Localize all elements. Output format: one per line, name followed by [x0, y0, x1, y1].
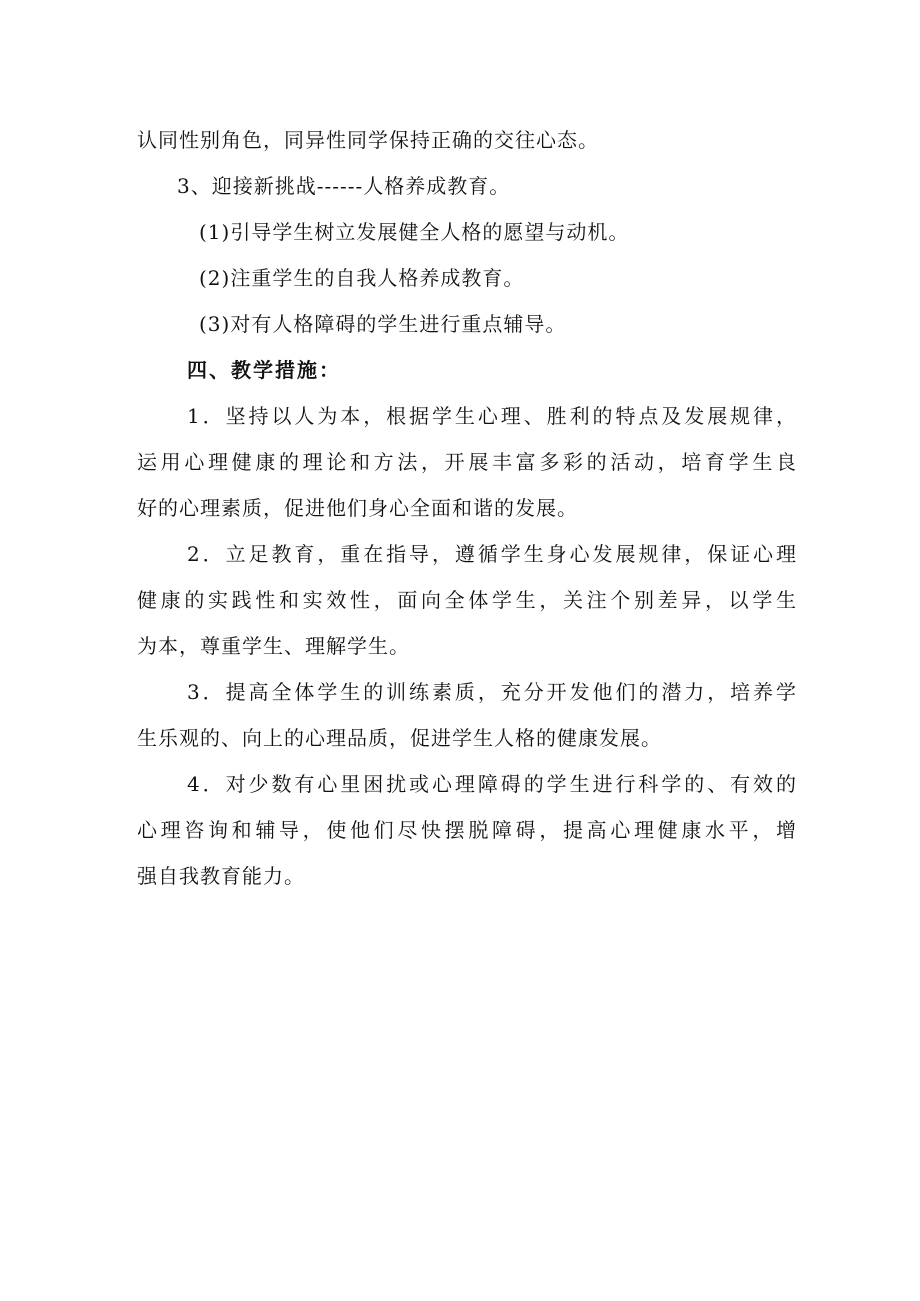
section-heading: 四、教学措施： [187, 358, 341, 382]
paragraph-line: 好的心理素质，促进他们身心全面和谐的发展。 [137, 496, 578, 520]
paragraph-line: 生乐观的、向上的心理品质，促进学生人格的健康发展。 [137, 726, 662, 750]
paragraph-line: 运用心理健康的理论和方法，开展丰富多彩的活动，培育学生良 [137, 450, 797, 474]
paragraph-line: 心理咨询和辅导，使他们尽快摆脱障碍，提高心理健康水平，增 [137, 818, 797, 842]
paragraph-line: 2．立足教育，重在指导，遵循学生身心发展规律，保证心理 [187, 542, 797, 566]
paragraph-line: 1．坚持以人为本，根据学生心理、胜利的特点及发展规律， [187, 404, 797, 428]
paragraph-line: 3．提高全体学生的训练素质，充分开发他们的潜力，培养学 [187, 680, 797, 704]
text-line: 认同性别角色，同异性同学保持正确的交往心态。 [137, 128, 599, 152]
paragraph-line: 为本，尊重学生、理解学生。 [137, 634, 410, 658]
list-item: (2)注重学生的自我人格养成教育。 [199, 266, 525, 290]
list-item: (3)对有人格障碍的学生进行重点辅导。 [199, 312, 567, 336]
document-body [137, 117, 797, 899]
list-item: (1)引导学生树立发展健全人格的愿望与动机。 [199, 220, 630, 244]
paragraph-line: 健康的实践性和实效性，面向全体学生，关注个别差异，以学生 [137, 588, 797, 612]
paragraph-line: 强自我教育能力。 [137, 864, 305, 888]
paragraph-line: 4．对少数有心里困扰或心理障碍的学生进行科学的、有效的 [187, 772, 797, 796]
list-heading: 3、迎接新挑战------人格养成教育。 [177, 174, 511, 198]
